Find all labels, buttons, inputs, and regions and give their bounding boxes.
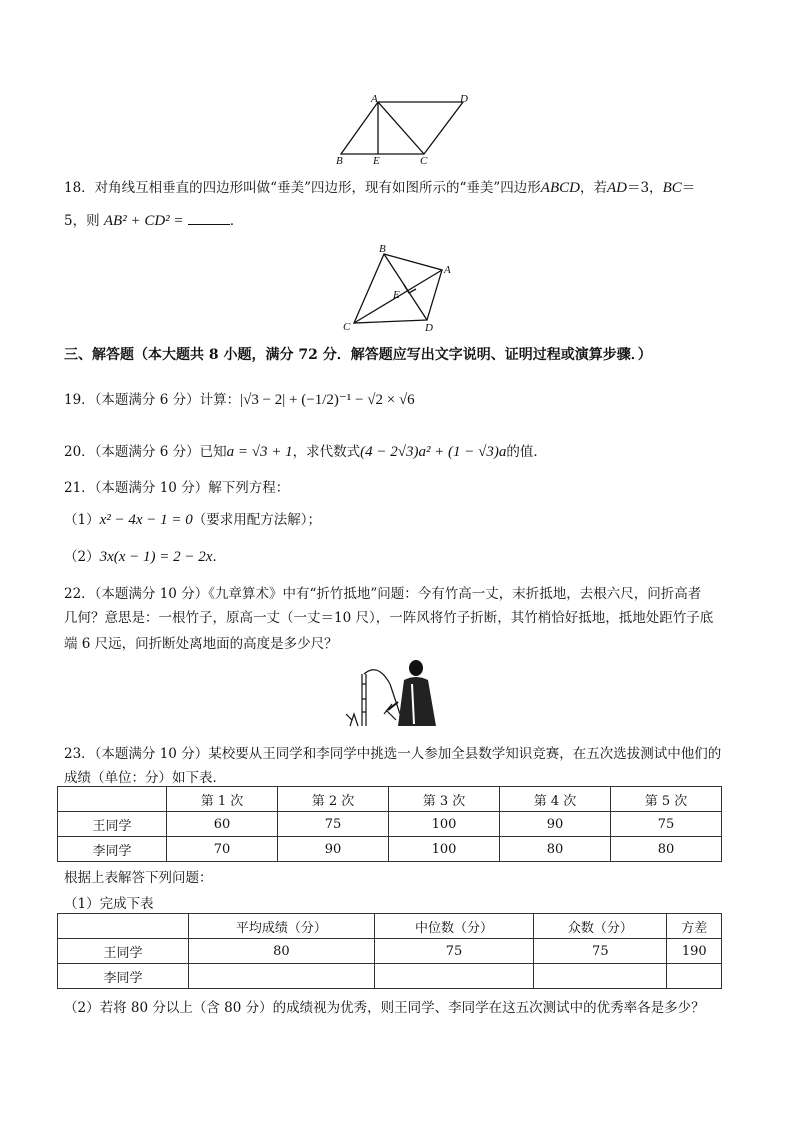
label-b: B xyxy=(379,243,386,255)
label-d: D xyxy=(460,93,468,105)
q23-after-table: 根据上表解答下列问题： xyxy=(64,870,213,886)
bamboo-scholar-illustration xyxy=(340,654,450,730)
table-row: 李同学 xyxy=(58,964,722,989)
q21-part1: （1）x² − 4x − 1 = 0（要求用配方法解）； xyxy=(64,512,322,528)
table-header-cell: 第 1 次 xyxy=(167,787,278,812)
table-header-cell: 平均成绩（分） xyxy=(189,914,375,939)
q18-line2: 5，则 AB² + CD² = ． xyxy=(64,213,244,229)
q20: 20．（本题满分 6 分）已知a = √3 + 1，求代数式(4 − 2√3)a² + (1 − √3)a的值． xyxy=(64,444,547,460)
label-e: E xyxy=(373,155,380,166)
scholar-figure xyxy=(384,660,436,726)
stats-table xyxy=(57,913,722,989)
q22-line3: 端 6 尺远，问折断处离地面的高度是多少尺？ xyxy=(64,636,338,652)
section-heading: 三、解答题（本大题共 8 小题，满分 72 分．解答题应写出文字说明、证明过程或演算步骤．） xyxy=(64,347,652,363)
table-header-cell: 方差 xyxy=(667,914,722,939)
answer-cell[interactable] xyxy=(189,964,375,989)
scores-table xyxy=(57,786,722,862)
answer-cell[interactable] xyxy=(534,964,667,989)
table-header-cell: 中位数（分） xyxy=(374,914,533,939)
table-row: 王同学 60 75 100 90 75 xyxy=(58,812,722,837)
table-header-cell: 第 3 次 xyxy=(389,787,500,812)
q21-part2: （2）3x(x − 1) = 2 − 2x． xyxy=(64,549,226,565)
q22-line2: 几何？意思是：一根竹子，原高一丈（一丈＝10 尺），一阵风将竹子折断，其竹梢恰好抵地，抵地处距竹子底 xyxy=(64,610,714,626)
q22-line1: 22．（本题满分 10 分）《九章算术》中有“折竹抵地”问题：今有竹高一丈，末折抵地，去根六尺，问折高者 xyxy=(64,586,702,602)
table-header-cell: 第 4 次 xyxy=(500,787,611,812)
answer-blank[interactable] xyxy=(188,212,230,225)
q23-line1: 23．（本题满分 10 分）某校要从王同学和李同学中挑选一人参加全县数学知识竞赛，在五次选拔测试中他们的 xyxy=(64,746,722,762)
table-header-cell: 第 2 次 xyxy=(278,787,389,812)
label-e: E xyxy=(393,289,400,301)
q19: 19．（本题满分 6 分）计算：|√3 − 2| + (−1/2)⁻¹ − √2 × √6 xyxy=(64,392,415,408)
label-c: C xyxy=(420,155,428,166)
table-header-row xyxy=(58,914,722,939)
q18-line1: 18．对角线互相垂直的四边形叫做“垂美”四边形，现有如图所示的“垂美”四边形ABCD，若AD＝3，BC＝ xyxy=(64,180,696,196)
q23-line2: 成绩（单位：分）如下表． xyxy=(64,770,226,786)
table-row: 王同学 80 75 75 190 xyxy=(58,939,722,964)
parallelogram-outline xyxy=(341,102,463,154)
label-b: B xyxy=(336,155,343,166)
label-d: D xyxy=(425,322,433,334)
answer-cell[interactable] xyxy=(667,964,722,989)
table-row: 李同学 70 90 100 80 80 xyxy=(58,837,722,862)
table-header-cell: 众数（分） xyxy=(534,914,667,939)
q23-part2: （2）若将 80 分以上（含 80 分）的成绩视为优秀，则王同学、李同学在这五次测试中的优秀率各是多少？ xyxy=(64,1000,705,1016)
table-header-row xyxy=(58,787,722,812)
answer-cell[interactable] xyxy=(374,964,533,989)
q23-part1: （1）完成下表 xyxy=(64,896,154,912)
diagonal-ac xyxy=(378,102,424,154)
q21-prompt: 21．（本题满分 10 分）解下列方程： xyxy=(64,480,290,496)
label-c: C xyxy=(343,321,351,333)
quadrilateral-figure xyxy=(338,240,463,334)
label-a: A xyxy=(371,93,378,105)
table-header-cell: 第 5 次 xyxy=(611,787,722,812)
label-a: A xyxy=(444,264,451,276)
bent-top xyxy=(364,670,390,684)
parallelogram-figure xyxy=(330,92,475,166)
